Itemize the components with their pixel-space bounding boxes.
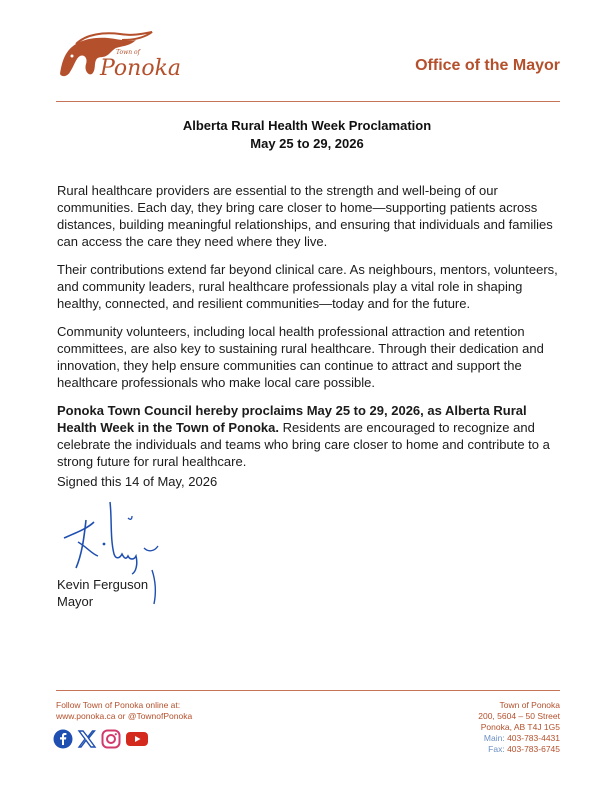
follow-line-2[interactable]: www.ponoka.ca or @TownofPonoka: [56, 711, 193, 721]
address-street: 200, 5604 – 50 Street: [478, 711, 560, 721]
address-org: Town of Ponoka: [499, 700, 560, 710]
address-main-phone: [478, 733, 560, 744]
social-icons: [53, 729, 149, 754]
office-title: Office of the Mayor: [415, 57, 560, 74]
signatory-name: Kevin Ferguson: [57, 577, 149, 592]
paragraph-2: Their contributions extend far beyond clinical care. As neighbours, mentors, volunteers, and community leaders, rural healthcare professionals play a vital role in shaping healthy, connected, and resilient communities—today and for the future.: [57, 262, 558, 311]
paragraph-1: Rural healthcare providers are essential to the strength and well-being of our communities. Each day, they bring care closer to home—supporting patients across distances, building meaningful relationships, and ensuring that individuals and families can access the care they need where they live.: [57, 183, 553, 249]
x-icon[interactable]: [77, 729, 97, 754]
town-address: [478, 700, 560, 755]
header-divider: [56, 101, 560, 102]
proclamation-body: [57, 182, 562, 481]
signatory-title: Mayor: [57, 594, 94, 609]
address-city: Ponoka, AB T4J 1G5: [480, 722, 560, 732]
follow-text: [56, 700, 192, 722]
instagram-icon[interactable]: [101, 729, 121, 754]
fax-number: 403-783-6745: [507, 744, 560, 754]
youtube-icon[interactable]: [125, 729, 149, 754]
follow-line-1: Follow Town of Ponoka online at:: [56, 700, 181, 710]
logo-main-text: Ponoka: [100, 56, 182, 81]
signatory-block: [57, 576, 148, 610]
main-phone-label: Main:: [483, 733, 505, 743]
paragraph-4-rest: Residents are encouraged to recognize and celebrate the individuals and teams who bring care closer to home and contribute to a strong future for rural healthcare.: [57, 420, 550, 469]
address-fax: [478, 744, 560, 755]
footer-divider: [56, 690, 560, 691]
paragraph-4: [57, 402, 562, 470]
facebook-icon[interactable]: [53, 729, 73, 754]
logo-small-text: Town of: [116, 49, 140, 56]
heading-title: Alberta Rural Health Week Proclamation: [182, 118, 432, 133]
heading-dates: May 25 to 29, 2026: [250, 136, 364, 151]
paragraph-3: Community volunteers, including local health professional attraction and retention committees, are also key to sustaining rural healthcare. Through their dedication and innovation, they help ensure communities can continue to attract and support the healthcare professionals who make local care possible.: [57, 324, 544, 390]
proclamation-statement: Ponoka Town Council hereby proclaims May 25 to 29, 2026, as Alberta Rural Health Week in the Town of Ponoka.: [57, 403, 527, 435]
signed-date: Signed this 14 of May, 2026: [57, 474, 218, 489]
main-phone-number: 403-783-4431: [507, 733, 560, 743]
proclamation-heading: [0, 117, 614, 153]
town-logo: [56, 30, 182, 82]
fax-label: Fax:: [488, 744, 505, 754]
